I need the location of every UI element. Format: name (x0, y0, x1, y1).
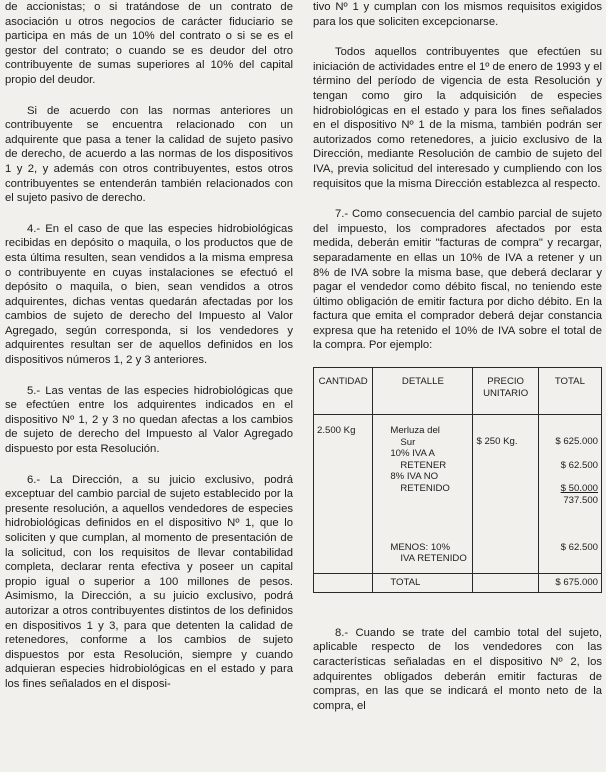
subtotal-737500: 737.500 (563, 494, 598, 506)
paragraph-item-5: 5.- Las ventas de las especies hidrobiológicas que se efectúen entre los adquirentes indicados en el dispositivo Nº 1, 2 y 3 no quedan afectas a los cambios de sujeto de derecho del Impuesto al Valor Agregado dispuesto por esta Resolución. (5, 384, 293, 456)
header-cantidad: CANTIDAD (314, 368, 373, 415)
right-column (313, 0, 602, 713)
total-62500-b: $ 62.500 (560, 542, 598, 554)
header-precio-unitario: PRECIO UNITARIO (473, 368, 538, 415)
iva-no-line-1: 8% IVA NO (390, 471, 439, 483)
table-total-row (314, 573, 602, 592)
detalle-line-1: Merluza del (390, 425, 440, 437)
paragraph-item-8: 8.- Cuando se trate del cambio total del sujeto, aplicable respecto de los vendedores con las características señaladas en el dispositivo Nº 2, los adquirentes obligados deberán emitir facturas de compras, en las que se indicará el monto neto de la compra, el (313, 626, 602, 712)
iva-no-line-2: RETENIDO (400, 483, 450, 495)
total-final: $ 675.000 (538, 573, 601, 592)
total-label: TOTAL (373, 573, 473, 592)
example-invoice-table (313, 367, 602, 593)
paragraph-item-7: 7.- Como consecuencia del cambio parcial de sujeto del impuesto, los compradores afectados por esta medida, deberán emitir "facturas de compra" y recargar, separadamente en ellas un 10% de IVA a retener y un 8% de IVA sobre la misma base, que deberá declarar y pagar el vendedor como débito fiscal, no teniendo este último obligación de emitir factura por dicho débito. En la factura que emita el comprador deberá dejar constancia expresa que ha retenido el 10% de IVA sobre el total de la compra. Por ejemplo: (313, 208, 602, 352)
paragraph-continuation: de accionistas; o si tratándose de un contrato de asociación u otros negocios de carácter fiduciario se participa en más de un 10% del contrato o si se es el gestor del contrato; o cuando se es deudor del otro contribuyente de sumas superiores al 10% del capital propio del deudor. (5, 1, 293, 86)
paragraph-new-taxpayers: Todos aquellos contribuyentes que efectúen su iniciación de actividades entre el 1º de enero de 1993 y el término del período de vigencia de esta Resolución y tengan como giro la adquisición de especies hidrobiológicas en el estado y para los fines señalados en el dispositivo Nº 1 de la misma, también podrán ser autorizados como retenedores, a juicio exclusivo de la Dirección, mediante Resolución de cambio de sujeto del IVA, previa solicitud del interesado y cumpliendo con los requisitos que la misma Dirección establezca al respecto. (313, 46, 602, 190)
menos-line-2: IVA RETENIDO (400, 553, 467, 565)
cell-cantidad (314, 415, 373, 574)
total-625000: $ 625.000 (555, 436, 598, 448)
cell-precio (473, 415, 538, 574)
cantidad-value: 2.500 Kg (317, 425, 356, 437)
header-detalle: DETALLE (373, 368, 473, 415)
iva-a-line-2: RETENER (400, 459, 447, 471)
table-header-row (314, 368, 602, 415)
cell-total-column (538, 415, 601, 574)
header-total: TOTAL (538, 368, 601, 415)
paragraph-related-taxpayers: Si de acuerdo con las normas anteriores un contribuyente se encuentra relacionado con un adquirente que pasa a tener la calidad de sujeto pasivo de derecho, de acuerdo a las normas de los dispositivos 1 y 2, y además con otros contribuyentes, estos otros contribuyentes se entenderán también relacionados con el sujeto pasivo de derecho. (5, 104, 293, 205)
left-column (5, 0, 293, 692)
table-body-row (314, 415, 602, 574)
total-50000: $ 50.000 (560, 483, 598, 495)
paragraph-continuation-right: tivo Nº 1 y cumplan con los mismos requisitos exigidos para los que soliciten excepcionarse. (313, 1, 602, 28)
paragraph-item-4: 4.- En el caso de que las especies hidrobiológicas recibidas en depósito o maquila, o los productos que de esta última resulten, sean vendidos a la misma empresa o contribuyente en cuyas instalaciones se efectuó el depósito o maquila, o bien, sean vendidos a otros adquirentes, dichas ventas quedarán afectadas por los cambios de sujeto de derecho del Impuesto al Valor Agregado, según corresponda, si los vendedores y adquirentes resultan ser de aquellos definidos en los dispositivos números 1, 2 y 3 anteriores. (5, 222, 293, 367)
precio-value: $ 250 Kg. (476, 436, 518, 448)
cell-detalle (373, 415, 473, 574)
detalle-line-2: Sur (400, 436, 416, 448)
paragraph-item-6: 6.- La Dirección, a su juicio exclusivo, podrá exceptuar del cambio parcial de sujeto establecido por la presente resolución, a aquellos vendedores de especies hidrobiológicas definidos en el dispositivo Nº 1, que lo soliciten y que cumplan, al momento de presentación de la solicitud, con los requisitos de llevar contabilidad completa, declarar renta efectiva y poseer un capital propio igual o superior a 100 millones de pesos. Asimismo, la Dirección, a su juicio exclusivo, podrá autorizar a otros contribuyentes distintos de los definidos en dispositivos 1 y 3, para que detenten la calidad de retenedores, conforme a los cambios de sujeto dispuestos por esta Resolución, siempre y cuando adquieran especies hidrobiológicas en el estado y para los fines señalados en el disposi- (5, 473, 293, 690)
menos-line-1: MENOS: 10% (390, 541, 451, 553)
iva-a-line-1: 10% IVA A (390, 448, 435, 460)
total-62500-a: $ 62.500 (560, 459, 598, 471)
